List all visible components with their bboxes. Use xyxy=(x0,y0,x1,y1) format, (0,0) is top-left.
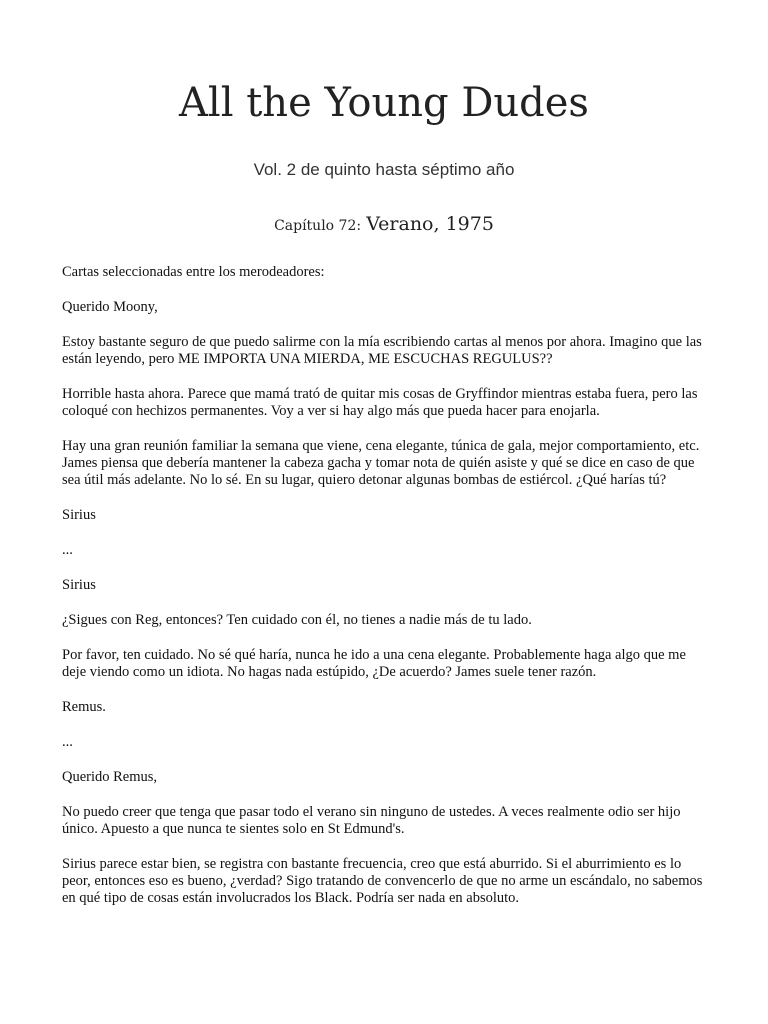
chapter-name: Verano, 1975 xyxy=(366,213,494,235)
body-paragraph: No puedo creer que tenga que pasar todo el verano sin ninguno de ustedes. A veces realmente odio ser hijo único. Apuesto a que nunca te sientes solo en St Edmund's. xyxy=(62,804,681,837)
chapter-label: Capítulo 72: xyxy=(274,218,362,234)
body-paragraph: Querido Moony, xyxy=(62,299,158,315)
chapter-heading xyxy=(0,210,768,240)
body-paragraph: Sirius parece estar bien, se registra con bastante frecuencia, creo que está aburrido. Si el aburrimiento es lo peor, entonces eso es bueno, ¿verdad? Sigo tratando de convencerlo de que no arme un escándalo, no sabemos en qué tipo de cosas están involucrados los Black. Podría ser nada en absoluto. xyxy=(62,856,703,906)
body-paragraph: Sirius xyxy=(62,507,96,523)
body-paragraph: Cartas seleccionadas entre los merodeadores: xyxy=(62,264,325,280)
document-body xyxy=(62,264,710,925)
body-paragraph: ¿Sigues con Reg, entonces? Ten cuidado con él, no tienes a nadie más de tu lado. xyxy=(62,612,532,628)
document-title: All the Young Dudes xyxy=(179,80,589,126)
body-paragraph: Querido Remus, xyxy=(62,769,158,785)
body-paragraph: Hay una gran reunión familiar la semana que viene, cena elegante, túnica de gala, mejor comportamiento, etc. James piensa que debería mantener la cabeza gacha y tomar nota de quién asiste y qué se dice en caso de que sea útil más adelante. No lo sé. En su lugar, quiero detonar algunas bombas de estiércol. ¿Qué harías tú? xyxy=(62,438,700,488)
body-paragraph: Horrible hasta ahora. Parece que mamá trató de quitar mis cosas de Gryffindor mientras estaba fuera, pero las coloqué con hechizos permanentes. Voy a ver si hay algo más que pueda hacer para enojarla. xyxy=(62,386,698,419)
body-paragraph: Sirius xyxy=(62,577,96,593)
body-paragraph: ... xyxy=(62,542,73,558)
body-paragraph: Remus. xyxy=(62,699,106,715)
body-paragraph: ... xyxy=(62,734,73,750)
body-paragraph: Estoy bastante seguro de que puedo salirme con la mía escribiendo cartas al menos por ahora. Imagino que las están leyendo, pero ME IMPORTA UNA MIERDA, ME ESCUCHAS REGULUS?? xyxy=(62,334,702,367)
document-subtitle: Vol. 2 de quinto hasta séptimo año xyxy=(253,160,515,179)
body-paragraph: Por favor, ten cuidado. No sé qué haría, nunca he ido a una cena elegante. Probablemente haga algo que me deje viendo como un idiota. No hagas nada estúpido, ¿De acuerdo? James suele tener razón. xyxy=(62,647,686,680)
